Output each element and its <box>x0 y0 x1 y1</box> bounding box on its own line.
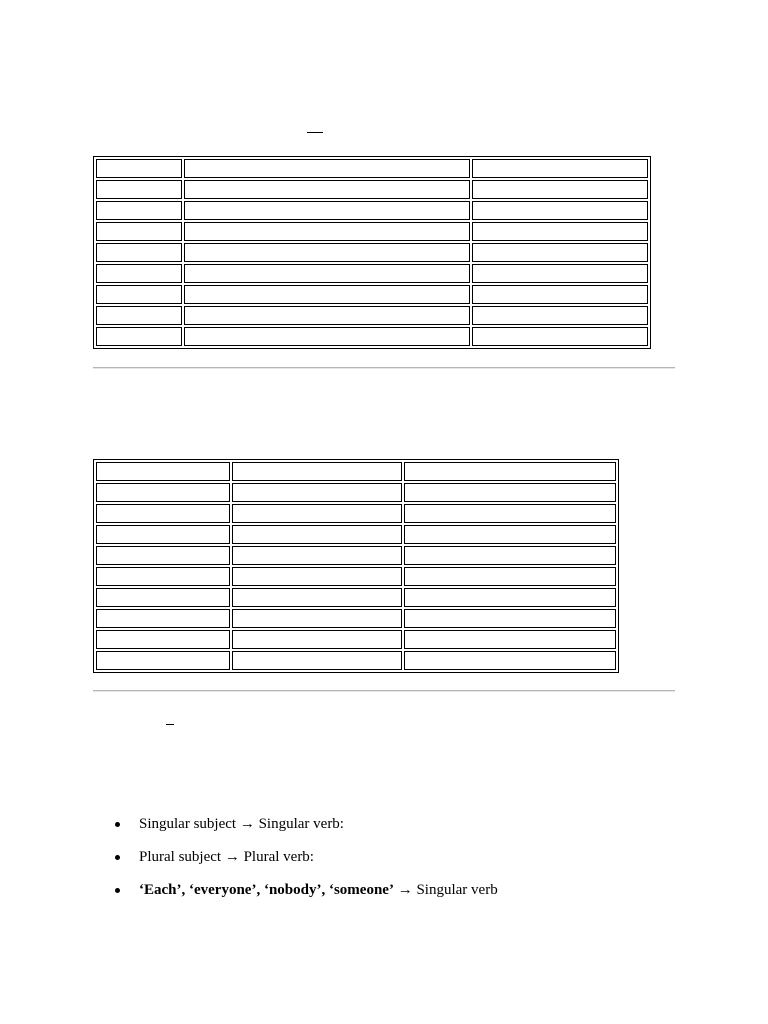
table-cell <box>404 567 616 586</box>
table-cell <box>96 546 230 565</box>
table-cell <box>96 264 182 283</box>
list-item <box>114 847 498 880</box>
table-row <box>96 567 616 586</box>
table-cell <box>184 306 470 325</box>
table-cell <box>404 546 616 565</box>
table-cell <box>472 222 648 241</box>
table-cell <box>472 159 648 178</box>
rule-subject: Plural subject <box>139 849 222 865</box>
horizontal-divider-1 <box>93 367 675 369</box>
table-cell <box>96 483 230 502</box>
rule-subject: ‘Each’, ‘everyone’, ‘nobody’, ‘someone’ <box>139 882 394 898</box>
table-cell <box>404 504 616 523</box>
table-cell <box>404 462 616 481</box>
table-cell <box>184 180 470 199</box>
table-row <box>96 180 648 199</box>
table-cell <box>96 159 182 178</box>
table-cell <box>232 525 402 544</box>
table-cell <box>404 483 616 502</box>
table-cell <box>472 306 648 325</box>
table-cell <box>232 504 402 523</box>
table-cell <box>232 567 402 586</box>
underline-mark-top <box>307 132 323 133</box>
rule-verb: Singular verb: <box>258 816 344 832</box>
table-row <box>96 306 648 325</box>
table-row <box>96 264 648 283</box>
bullet-icon <box>115 888 120 893</box>
table-row <box>96 159 648 178</box>
table-cell <box>232 462 402 481</box>
table-cell <box>96 327 182 346</box>
table-row <box>96 630 616 649</box>
table-cell <box>96 243 182 262</box>
table-row <box>96 222 648 241</box>
table-cell <box>96 651 230 670</box>
rule-verb: Plural verb: <box>243 849 314 865</box>
table-cell <box>184 327 470 346</box>
table-cell <box>232 630 402 649</box>
rule-verb: Singular verb <box>416 882 498 898</box>
table-cell <box>232 483 402 502</box>
table-cell <box>184 159 470 178</box>
table-cell <box>404 630 616 649</box>
rule-arrow: → <box>224 849 240 865</box>
table-row <box>96 504 616 523</box>
table-cell <box>472 285 648 304</box>
table-cell <box>184 285 470 304</box>
table-cell <box>96 609 230 628</box>
bullet-icon <box>115 855 120 860</box>
table-row <box>96 201 648 220</box>
table-cell <box>184 243 470 262</box>
table-cell <box>232 609 402 628</box>
table-row <box>96 609 616 628</box>
table-cell <box>472 264 648 283</box>
table-cell <box>96 525 230 544</box>
table-cell <box>404 588 616 607</box>
table-cell <box>232 546 402 565</box>
table-cell <box>404 651 616 670</box>
table-row <box>96 651 616 670</box>
table-cell <box>96 567 230 586</box>
table-cell <box>96 630 230 649</box>
table-row <box>96 327 648 346</box>
list-item <box>114 814 498 847</box>
rule-arrow: → <box>397 882 413 898</box>
table-cell <box>404 609 616 628</box>
table-cell <box>232 588 402 607</box>
table-cell <box>96 201 182 220</box>
table-row <box>96 462 616 481</box>
rule-subject: Singular subject <box>139 816 237 832</box>
underline-mark-bottom <box>166 724 174 725</box>
horizontal-divider-2 <box>93 690 675 692</box>
table-one <box>93 156 651 349</box>
table-cell <box>96 462 230 481</box>
table-row <box>96 483 616 502</box>
table-row <box>96 588 616 607</box>
table-cell <box>184 201 470 220</box>
table-two <box>93 459 619 673</box>
rule-arrow: → <box>239 816 255 832</box>
table-cell <box>472 201 648 220</box>
table-cell <box>472 180 648 199</box>
table-row <box>96 546 616 565</box>
table-cell <box>404 525 616 544</box>
table-cell <box>232 651 402 670</box>
list-item <box>114 880 498 913</box>
table-cell <box>96 180 182 199</box>
table-cell <box>96 222 182 241</box>
table-cell <box>184 264 470 283</box>
bullet-icon <box>115 822 120 827</box>
table-cell <box>184 222 470 241</box>
table-row <box>96 243 648 262</box>
table-cell <box>472 243 648 262</box>
table-cell <box>96 588 230 607</box>
table-row <box>96 525 616 544</box>
table-row <box>96 285 648 304</box>
table-cell <box>96 285 182 304</box>
table-cell <box>472 327 648 346</box>
table-cell <box>96 504 230 523</box>
table-cell <box>96 306 182 325</box>
agreement-rules-list <box>114 814 498 913</box>
